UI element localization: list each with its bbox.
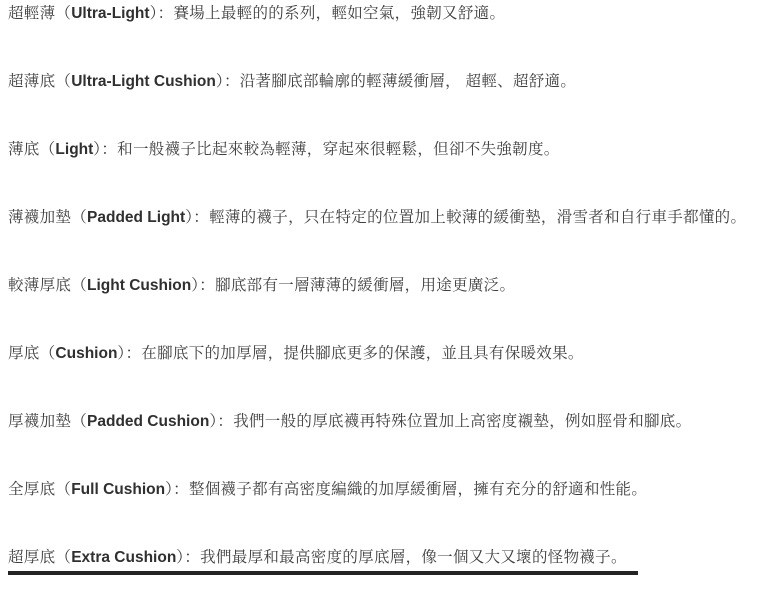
cushion-level-zh: 厚底 (8, 345, 40, 362)
cushion-level-en: Padded Light (87, 209, 186, 226)
close-paren: ） (117, 345, 126, 362)
cushion-row-padded-cushion (8, 411, 779, 432)
cushion-level-zh: 超厚底 (8, 549, 56, 566)
close-paren: ） (93, 141, 102, 158)
cushion-description: 整個襪子都有高密度編織的加厚緩衝層，擁有充分的舒適和性能。 (188, 481, 648, 498)
cushion-row-extra-cushion (8, 547, 779, 568)
cushion-description: 賽場上最輕的的系列，輕如空氣，強韌又舒適。 (173, 5, 506, 22)
cushion-level-en: Ultra-Light Cushion (71, 73, 216, 90)
open-paren: （ (55, 481, 72, 498)
close-paren: ） (209, 413, 218, 430)
close-paren: ） (149, 5, 158, 22)
cushion-description: 輕薄的襪子，只在特定的位置加上較薄的緩衝墊，滑雪者和自行車手都懂的。 (209, 209, 747, 226)
cushion-level-en: Padded Cushion (87, 413, 210, 430)
cushion-level-zh: 超薄底 (8, 73, 56, 90)
colon: ： (101, 141, 118, 158)
cushion-row-light (8, 139, 779, 160)
cushion-level-zh: 超輕薄 (8, 5, 56, 22)
cushion-level-zh: 全厚底 (8, 481, 56, 498)
cushion-description: 沿著腳底部輪廓的輕薄緩衝層， 超輕、超舒適。 (239, 73, 577, 90)
colon: ： (223, 73, 240, 90)
close-paren: ） (185, 209, 194, 226)
cushion-level-zh: 較薄厚底 (8, 277, 72, 294)
colon: ： (184, 549, 201, 566)
open-paren: （ (71, 413, 88, 430)
colon: ： (125, 345, 142, 362)
cushion-description: 在腳底下的加厚層，提供腳底更多的保護，並且具有保暖效果。 (141, 345, 584, 362)
cushion-description: 我們最厚和最高密度的厚底層，像一個又大又壞的怪物襪子。 (200, 549, 627, 566)
cushion-row-ultra-light (8, 3, 779, 24)
cushion-level-en: Light (55, 141, 94, 158)
colon: ： (217, 413, 234, 430)
cushion-level-zh: 薄底 (8, 141, 40, 158)
cushion-description: 和一般襪子比起來較為輕薄，穿起來很輕鬆，但卻不失強韌度。 (117, 141, 560, 158)
cushion-level-zh: 厚襪加墊 (8, 413, 72, 430)
cushion-row-full-cushion (8, 479, 779, 500)
open-paren: （ (55, 549, 72, 566)
cushion-level-en: Light Cushion (87, 277, 192, 294)
close-paren: ） (176, 549, 185, 566)
open-paren: （ (71, 209, 88, 226)
open-paren: （ (39, 345, 56, 362)
close-paren: ） (191, 277, 200, 294)
close-paren: ） (215, 73, 224, 90)
cushion-level-en: Cushion (55, 345, 118, 362)
cushion-row-cushion (8, 343, 779, 364)
open-paren: （ (55, 5, 72, 22)
close-paren: ） (165, 481, 174, 498)
cushion-description: 腳底部有一層薄薄的緩衝層，用途更廣泛。 (215, 277, 516, 294)
colon: ： (157, 5, 174, 22)
cushion-level-en: Extra Cushion (71, 549, 177, 566)
open-paren: （ (55, 73, 72, 90)
cushion-levels-list (8, 3, 779, 615)
cushion-row-light-cushion (8, 275, 779, 296)
cushion-level-zh: 薄襪加墊 (8, 209, 72, 226)
cushion-row-ultra-light-cushion (8, 71, 779, 92)
open-paren: （ (71, 277, 88, 294)
cushion-row-padded-light (8, 207, 779, 228)
cushion-description: 我們一般的厚底襪再特殊位置加上高密度襯墊，例如脛骨和腳底。 (233, 413, 692, 430)
colon: ： (193, 209, 210, 226)
open-paren: （ (39, 141, 56, 158)
cushion-level-en: Full Cushion (71, 481, 166, 498)
clipped-next-text-line (8, 571, 638, 575)
cushion-level-en: Ultra-Light (71, 5, 150, 22)
colon: ： (173, 481, 189, 498)
colon: ： (199, 277, 216, 294)
